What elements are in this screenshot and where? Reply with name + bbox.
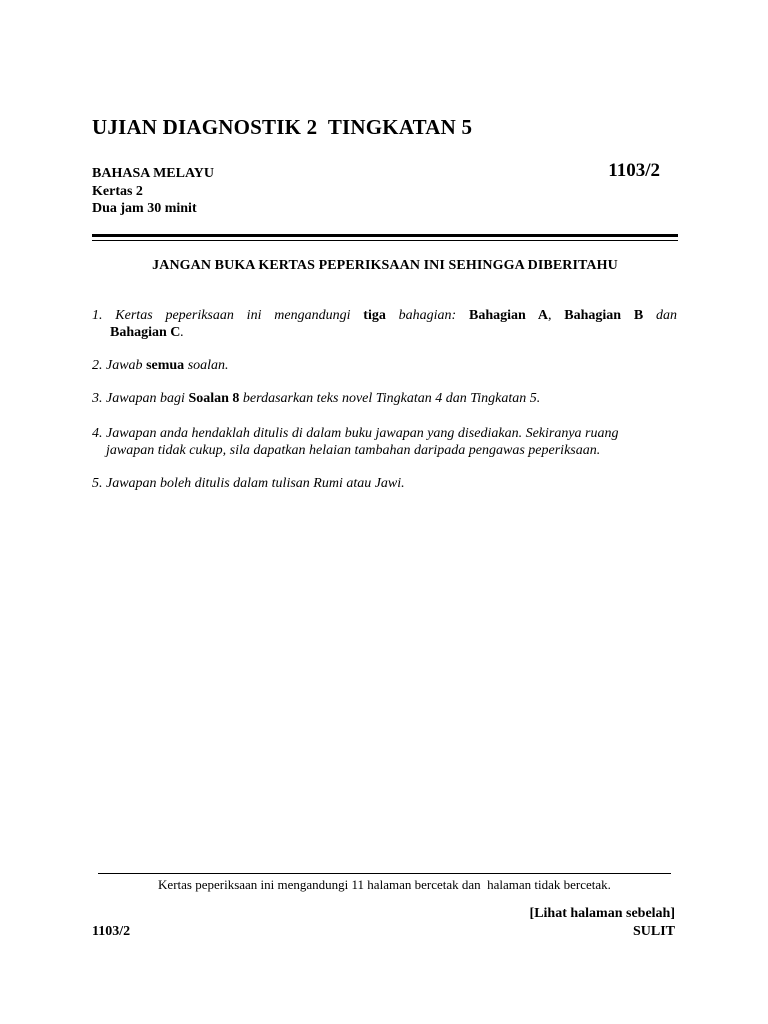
instruction-3-text: 3. Jawapan bagi [92, 391, 189, 406]
instruction-3-bold-soalan-8: Soalan 8 [188, 391, 240, 406]
instruction-1-line-2 [92, 324, 677, 341]
instruction-5: 5. Jawapan boleh ditulis dalam tulisan Rumi atau Jawi. [92, 476, 405, 491]
instruction-4-line-2: jawapan tidak cukup, sila dapatkan helaian tambahan daripada pengawas peperiksaan. [106, 443, 601, 458]
footer-paper-code: 1103/2 [92, 924, 131, 939]
instruction-1-text: 1. Kertas peperiksaan ini mengandungi [92, 308, 364, 323]
instruction-1-bold-section-b: Bahagian B [564, 308, 644, 323]
paper-number: Kertas 2 [92, 184, 143, 199]
footer-divider [98, 873, 671, 874]
instruction-1-text: . [180, 325, 184, 340]
instruction-4 [92, 425, 677, 459]
classification-label: SULIT [632, 924, 675, 939]
instruction-3 [92, 390, 677, 407]
do-not-open-warning: JANGAN BUKA KERTAS PEPERIKSAAN INI SEHINGGA DIBERITAHU [152, 258, 618, 273]
instruction-1-line-1 [92, 307, 677, 324]
instruction-2-bold-semua: semua [146, 358, 185, 373]
subject-name: BAHASA MELAYU [92, 166, 215, 181]
instruction-1-text: bahagian: [385, 308, 470, 323]
instruction-3-text: berdasarkan teks novel Tingkatan 4 dan Tingkatan 5. [239, 391, 541, 406]
instruction-1 [92, 307, 677, 341]
exam-title: UJIAN DIAGNOSTIK 2 TINGKATAN 5 [92, 115, 473, 139]
instruction-2 [92, 357, 677, 374]
paper-code: 1103/2 [608, 160, 660, 181]
exam-duration: Dua jam 30 minit [92, 201, 197, 216]
instruction-1-text: , [547, 308, 565, 323]
instruction-2-text: 2. Jawab [92, 358, 147, 373]
instruction-1-bold-tiga: tiga [363, 308, 386, 323]
instruction-4-line-1: 4. Jawapan anda hendaklah ditulis di dalam buku jawapan yang disediakan. Sekiranya ruang [92, 426, 619, 441]
header-divider-thick [92, 234, 678, 237]
see-next-page: [Lihat halaman sebelah] [529, 906, 675, 921]
instruction-1-bold-section-c: Bahagian C [110, 325, 181, 340]
instruction-1-text: dan [643, 308, 678, 323]
instruction-2-text: soalan. [184, 358, 229, 373]
page-count-note: Kertas peperiksaan ini mengandungi 11 halaman bercetak dan halaman tidak bercetak. [158, 877, 611, 892]
instruction-1-bold-section-a: Bahagian A [469, 308, 548, 323]
header-divider-thin [92, 240, 678, 241]
